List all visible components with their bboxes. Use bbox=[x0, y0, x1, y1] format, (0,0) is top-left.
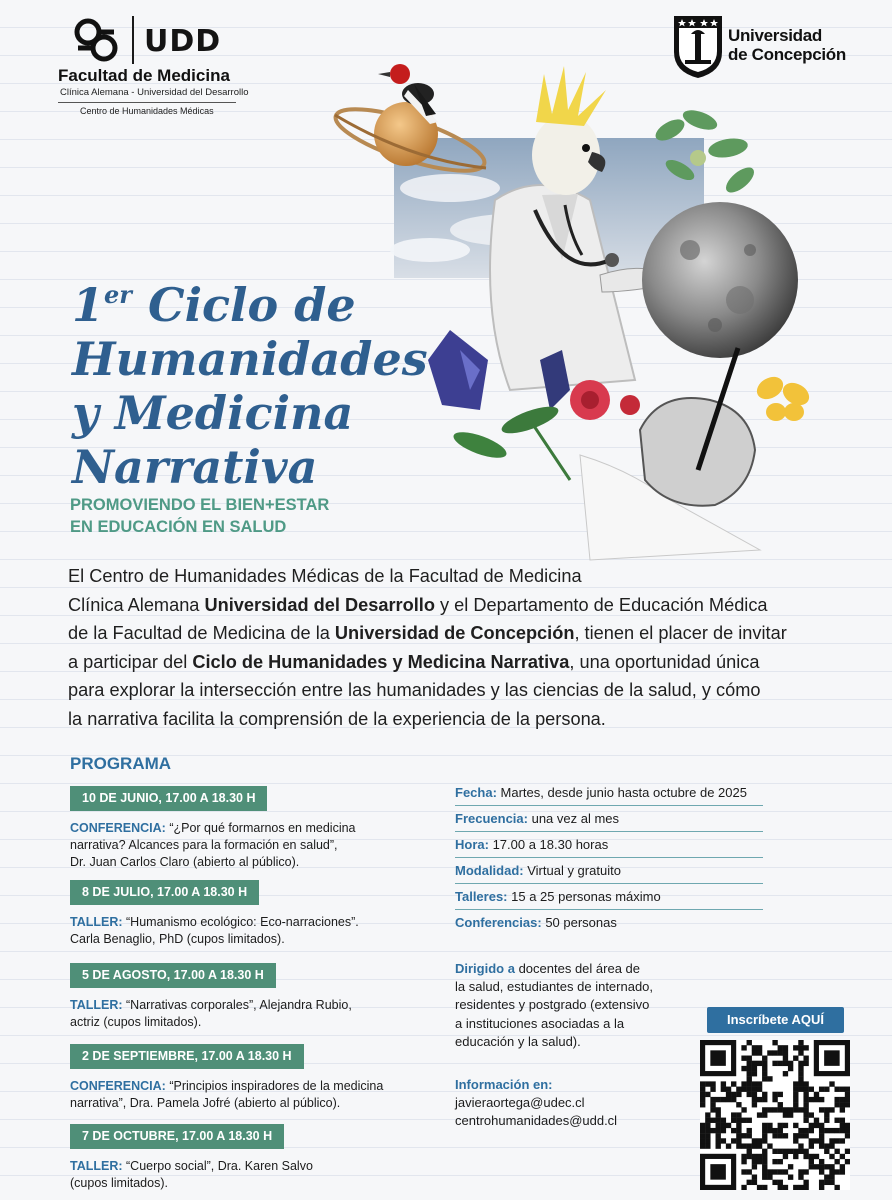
faculty-rule bbox=[58, 102, 236, 103]
center-name: Centro de Humanidades Médicas bbox=[80, 106, 214, 116]
session-item: 5 DE AGOSTO, 17.00 A 18.30 H TALLER: “Narrativas corporales”, Alejandra Rubio, actriz (cupos limitados). bbox=[70, 963, 430, 1031]
contact-label: Información en: bbox=[455, 1077, 553, 1092]
session-date: 7 DE OCTUBRE, 17.00 A 18.30 H bbox=[70, 1124, 284, 1149]
udd-logo bbox=[58, 10, 258, 120]
session-item: 2 DE SEPTIEMBRE, 17.00 A 18.30 H CONFERENCIA: “Principios inspiradores de la medicina narrativa”, Dra. Pamela Jofré (abierto al público). bbox=[70, 1044, 430, 1112]
udec-name: Universidad de Concepción bbox=[728, 26, 846, 64]
info-row-conferencias: Conferencias: 50 personas bbox=[455, 915, 617, 930]
session-type: TALLER: bbox=[70, 915, 123, 929]
title-line-3: y Medicina bbox=[72, 386, 354, 440]
title-line-1: 1er Ciclo de bbox=[72, 278, 356, 332]
event-info-list bbox=[455, 780, 763, 936]
session-date: 10 DE JUNIO, 17.00 A 18.30 H bbox=[70, 786, 267, 811]
session-type: CONFERENCIA: bbox=[70, 821, 166, 835]
logo-divider bbox=[132, 16, 134, 64]
contact-info bbox=[455, 1076, 695, 1130]
session-date: 2 DE SEPTIEMBRE, 17.00 A 18.30 H bbox=[70, 1044, 304, 1069]
session-date: 5 DE AGOSTO, 17.00 A 18.30 H bbox=[70, 963, 276, 988]
event-title bbox=[72, 268, 492, 494]
session-date: 8 DE JULIO, 17.00 A 18.30 H bbox=[70, 880, 259, 905]
title-line-2: Humanidades bbox=[72, 332, 428, 386]
programa-heading: PROGRAMA bbox=[70, 754, 172, 773]
contact-email-udec[interactable]: javieraortega@udec.cl bbox=[455, 1095, 585, 1110]
title-line-4: Narrativa bbox=[72, 440, 318, 494]
qr-code-icon[interactable] bbox=[700, 1040, 850, 1190]
faculty-name: Facultad de Medicina bbox=[58, 66, 230, 85]
session-type: TALLER: bbox=[70, 998, 123, 1012]
event-subtitle: PROMOVIENDO EL BIEN+ESTAR EN EDUCACIÓN EN SALUD bbox=[70, 496, 330, 536]
session-type: TALLER: bbox=[70, 1159, 123, 1173]
cockatoo-head bbox=[532, 66, 606, 195]
audience-text: Dirigido a docentes del área de la salud, estudiantes de internado, residentes y postgrado (extensivo a instituciones asociadas a la educación y la salud). bbox=[455, 961, 654, 1049]
session-item: 7 DE OCTUBRE, 17.00 A 18.30 H TALLER: “Cuerpo social”, Dra. Karen Salvo (cupos limitados). bbox=[70, 1124, 430, 1192]
info-row-talleres: Talleres: 15 a 25 personas máximo bbox=[455, 884, 763, 910]
register-button[interactable]: Inscríbete AQUÍ bbox=[707, 1007, 844, 1033]
intro-paragraph: El Centro de Humanidades Médicas de la Facultad de Medicina Clínica Alemana Universidad del Desarrollo y el Departamento de Educación Médica de la Facultad de Medicina de la Universidad de Concepción, tienen el placer de invitar a participar del Ciclo de Humanidades y Medicina Narrativa, una oportunidad única para explorar la intersección entre las humanidades y las ciencias de la salud, y cómo la narrativa facilita la comprensión de la experiencia de la persona. bbox=[68, 566, 787, 729]
butterfly bbox=[753, 372, 813, 421]
info-row-fecha: Fecha: Martes, desde junio hasta octubre de 2025 bbox=[455, 780, 763, 806]
contact-email-udd[interactable]: centrohumanidades@udd.cl bbox=[455, 1113, 618, 1128]
moon bbox=[642, 202, 798, 358]
info-row-modalidad: Modalidad: Virtual y gratuito bbox=[455, 858, 763, 884]
session-item: 8 DE JULIO, 17.00 A 18.30 H TALLER: “Humanismo ecológico: Eco-narraciones”. Carla Benaglio, PhD (cupos limitados). bbox=[70, 880, 430, 948]
session-item: 10 DE JUNIO, 17.00 A 18.30 H CONFERENCIA: “¿Por qué formarnos en medicina narrativa? Alcances para la formación en salud”, Dr. Juan Carlos Claro (abierto al público). bbox=[70, 786, 430, 871]
info-row-frecuencia: Frecuencia: una vez al mes bbox=[455, 806, 763, 832]
info-row-hora: Hora: 17.00 a 18.30 horas bbox=[455, 832, 763, 858]
udd-wordmark: UDD bbox=[144, 24, 222, 59]
faculty-subtitle: Clínica Alemana - Universidad del Desarrollo bbox=[60, 87, 249, 98]
udd-knot-icon bbox=[70, 14, 122, 66]
session-type: CONFERENCIA: bbox=[70, 1079, 166, 1093]
